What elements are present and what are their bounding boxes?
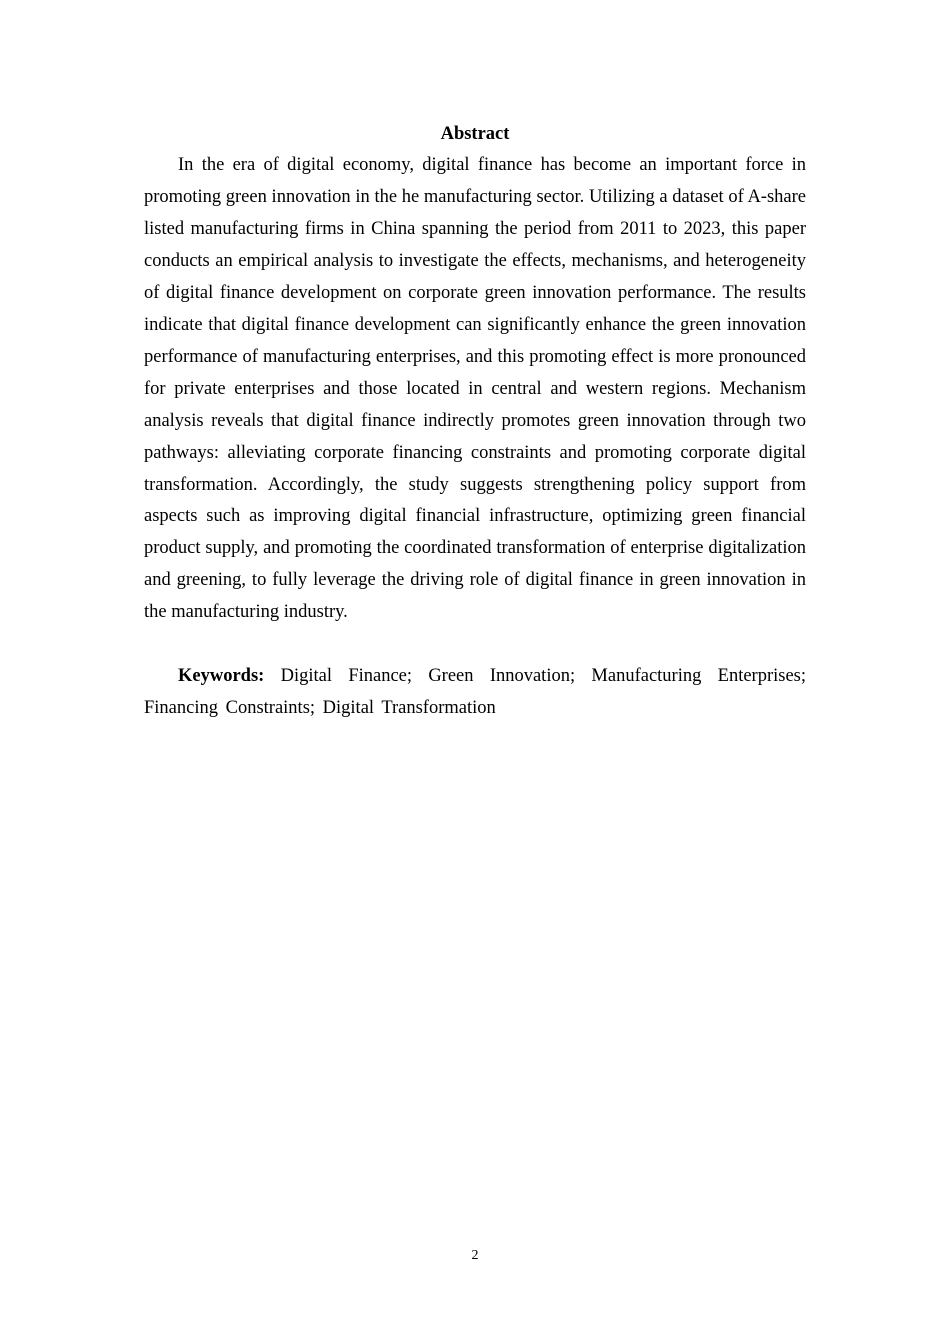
keywords-text: Digital Finance; Green Innovation; Manufacturing Enterprises; Financing Constraints; Digital Transformation (144, 666, 807, 719)
keywords-label: Keywords: (178, 666, 265, 687)
abstract-section (144, 118, 806, 725)
page-number: 2 (471, 1248, 479, 1263)
abstract-body: In the era of digital economy, digital finance has become an important force in promoting green innovation in the he manufacturing sector. Utilizing a dataset of A-share listed manufacturing firms in China spanning the period from 2011 to 2023, this paper conducts an empirical analysis to investigate the effects, mechanisms, and heterogeneity of digital finance development on corporate green innovation performance. The results indicate that digital finance development can significantly enhance the green innovation performance of manufacturing enterprises, and this promoting effect is more pronounced for private enterprises and those located in central and western regions. Mechanism analysis reveals that digital finance indirectly promotes green innovation through two pathways: alleviating corporate financing constraints and promoting corporate digital transformation. Accordingly, the study suggests strengthening policy support from aspects such as improving digital financial infrastructure, optimizing green financial product supply, and promoting the coordinated transformation of enterprise digitalization and greening, to fully leverage the driving role of digital finance in green innovation in the manufacturing industry. (144, 155, 806, 623)
keywords-paragraph (144, 661, 806, 725)
abstract-title: Abstract (440, 124, 510, 144)
